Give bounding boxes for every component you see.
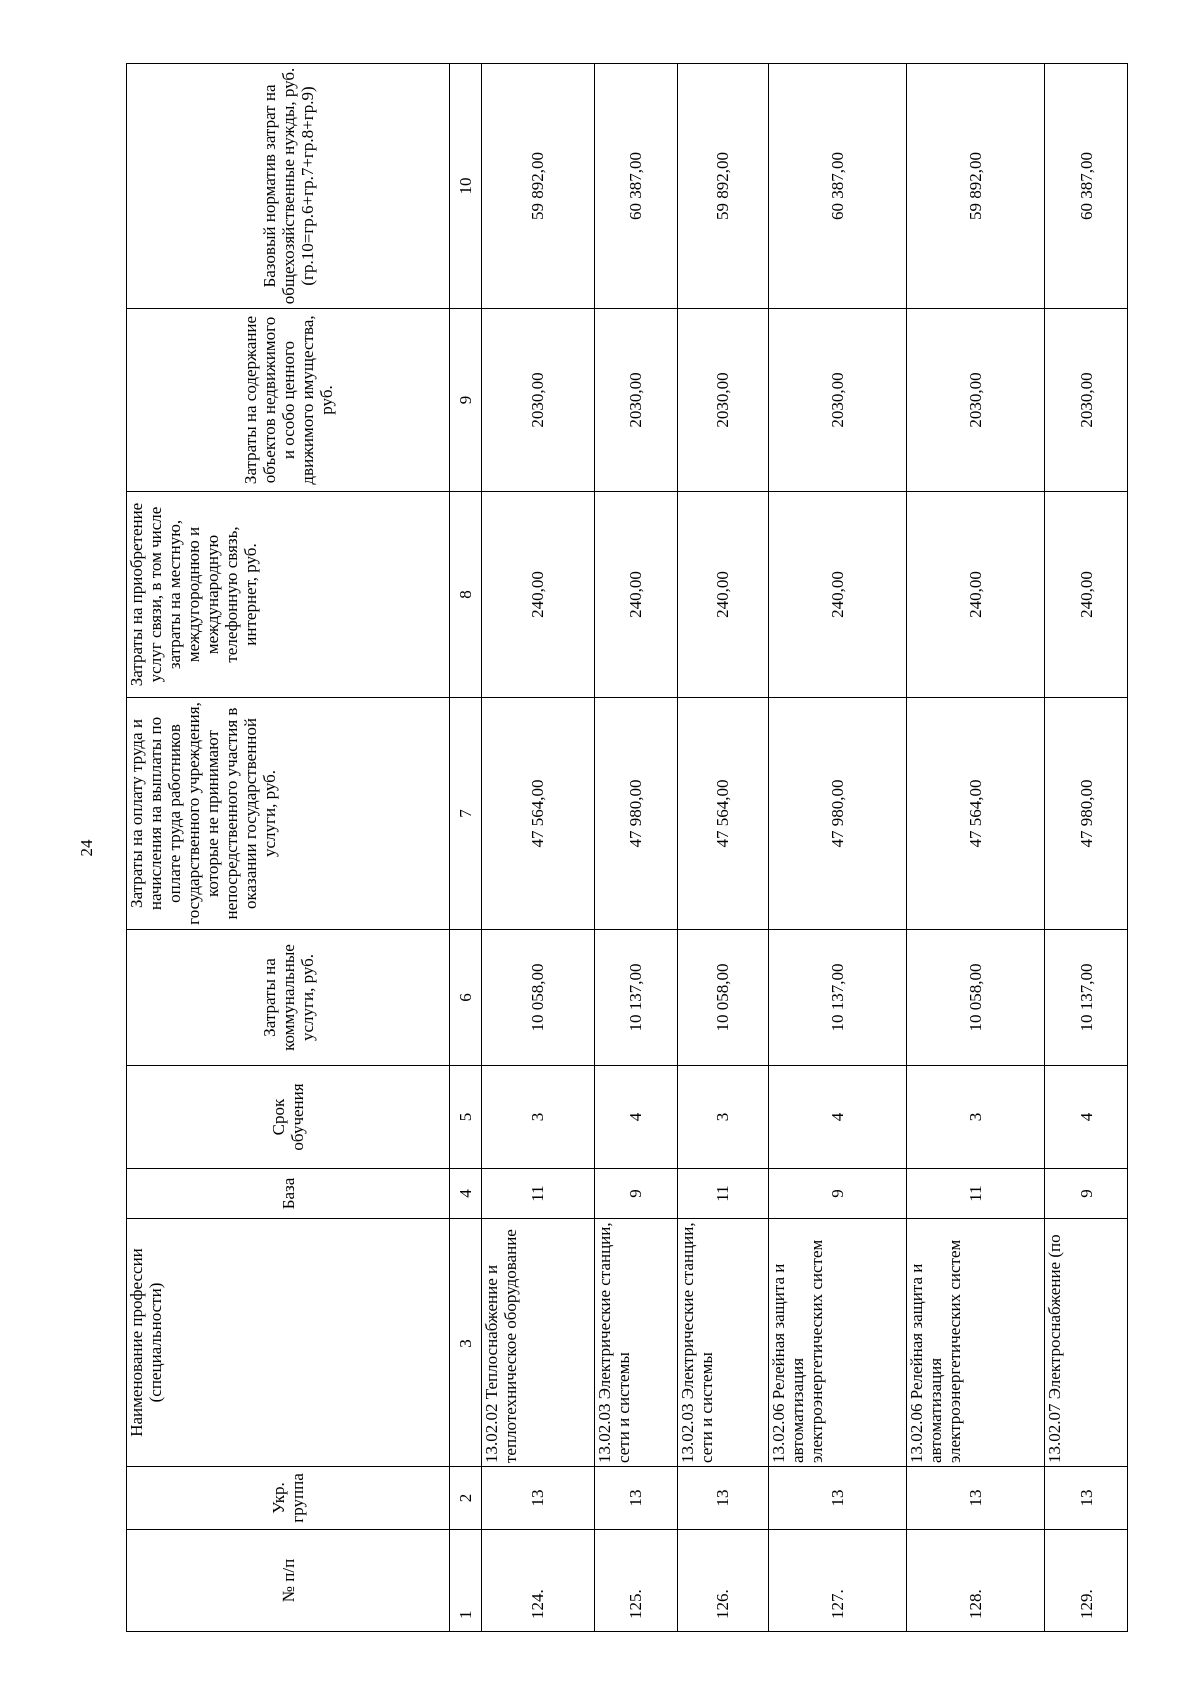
profession-name: 13.02.06 Релейная защита и автоматизация электроэнергетических систем (768, 1219, 906, 1467)
header-cell: База (127, 1169, 450, 1219)
table-row (594, 64, 677, 1632)
study-period: 4 (768, 1066, 906, 1169)
utilities-cost: 10 137,00 (768, 930, 906, 1066)
header-cell: Укр. группа (127, 1467, 450, 1530)
property-maintenance-cost: 2030,00 (594, 309, 677, 492)
column-number: 1 (450, 1530, 482, 1632)
table-row (677, 64, 768, 1632)
base: 11 (482, 1169, 595, 1219)
base: 9 (768, 1169, 906, 1219)
page-number: 24 (77, 839, 96, 857)
labor-cost: 47 980,00 (1045, 698, 1128, 930)
row-number: 129. (1045, 1530, 1128, 1632)
enlarged-group: 13 (906, 1467, 1044, 1530)
row-number: 124. (482, 1530, 595, 1632)
enlarged-group: 13 (768, 1467, 906, 1530)
profession-name: 13.02.03 Электрические станции, сети и системы (594, 1219, 677, 1467)
property-maintenance-cost: 2030,00 (1045, 309, 1128, 492)
study-period: 3 (482, 1066, 595, 1169)
base-norm-total: 60 387,00 (768, 64, 906, 309)
header-cell: Срок обучения (127, 1066, 450, 1169)
header-cell: Затраты на оплату труда и начисления на выплаты по оплате труда работников государственного учреждения, которые не принимают непосредственного участия в оказании государственной услуги, руб. (127, 698, 450, 930)
communication-cost: 240,00 (1045, 492, 1128, 698)
base-norm-total: 60 387,00 (1045, 64, 1128, 309)
utilities-cost: 10 058,00 (677, 930, 768, 1066)
header-cell: Базовый норматив затрат на общехозяйственные нужды, руб. (гр.10=гр.6+гр.7+гр.8+гр.9) (127, 64, 450, 309)
base-norm-total: 59 892,00 (906, 64, 1044, 309)
base: 9 (594, 1169, 677, 1219)
property-maintenance-cost: 2030,00 (906, 309, 1044, 492)
table-header-row (127, 64, 450, 1632)
profession-name: 13.02.02 Теплоснабжение и теплотехническое оборудование (482, 1219, 595, 1467)
property-maintenance-cost: 2030,00 (677, 309, 768, 492)
column-number-row (450, 64, 482, 1632)
table-row (1045, 64, 1128, 1632)
column-number: 8 (450, 492, 482, 698)
profession-name: 13.02.03 Электрические станции, сети и системы (677, 1219, 768, 1467)
row-number: 125. (594, 1530, 677, 1632)
utilities-cost: 10 137,00 (594, 930, 677, 1066)
study-period: 4 (594, 1066, 677, 1169)
base: 11 (906, 1169, 1044, 1219)
base: 9 (1045, 1169, 1128, 1219)
base-norm-total: 59 892,00 (482, 64, 595, 309)
header-cell: № п/п (127, 1530, 450, 1632)
table-row (482, 64, 595, 1632)
labor-cost: 47 564,00 (482, 698, 595, 930)
labor-cost: 47 564,00 (677, 698, 768, 930)
header-cell: Затраты на приобретение услуг связи, в том числе затраты на местную, междугороднюю и международную телефонную связь, интернет, руб. (127, 492, 450, 698)
column-number: 4 (450, 1169, 482, 1219)
column-number: 6 (450, 930, 482, 1066)
cost-norms-table (126, 63, 1128, 1632)
communication-cost: 240,00 (906, 492, 1044, 698)
column-number: 5 (450, 1066, 482, 1169)
rotated-table-container (126, 64, 1128, 1632)
column-number: 7 (450, 698, 482, 930)
utilities-cost: 10 137,00 (1045, 930, 1128, 1066)
base: 11 (677, 1169, 768, 1219)
column-number: 2 (450, 1467, 482, 1530)
profession-name: 13.02.06 Релейная защита и автоматизация электроэнергетических систем (906, 1219, 1044, 1467)
utilities-cost: 10 058,00 (482, 930, 595, 1066)
communication-cost: 240,00 (677, 492, 768, 698)
enlarged-group: 13 (594, 1467, 677, 1530)
enlarged-group: 13 (482, 1467, 595, 1530)
column-number: 3 (450, 1219, 482, 1467)
labor-cost: 47 564,00 (906, 698, 1044, 930)
communication-cost: 240,00 (594, 492, 677, 698)
utilities-cost: 10 058,00 (906, 930, 1044, 1066)
row-number: 128. (906, 1530, 1044, 1632)
communication-cost: 240,00 (768, 492, 906, 698)
communication-cost: 240,00 (482, 492, 595, 698)
base-norm-total: 59 892,00 (677, 64, 768, 309)
table-row (906, 64, 1044, 1632)
profession-name: 13.02.07 Электроснабжение (по (1045, 1219, 1128, 1467)
study-period: 3 (677, 1066, 768, 1169)
row-number: 126. (677, 1530, 768, 1632)
header-cell: Наименование профессии (специальности) (127, 1219, 450, 1467)
base-norm-total: 60 387,00 (594, 64, 677, 309)
labor-cost: 47 980,00 (594, 698, 677, 930)
study-period: 3 (906, 1066, 1044, 1169)
study-period: 4 (1045, 1066, 1128, 1169)
column-number: 9 (450, 309, 482, 492)
column-number: 10 (450, 64, 482, 309)
table-row (768, 64, 906, 1632)
header-cell: Затраты на коммунальные услуги, руб. (127, 930, 450, 1066)
property-maintenance-cost: 2030,00 (482, 309, 595, 492)
enlarged-group: 13 (1045, 1467, 1128, 1530)
enlarged-group: 13 (677, 1467, 768, 1530)
property-maintenance-cost: 2030,00 (768, 309, 906, 492)
labor-cost: 47 980,00 (768, 698, 906, 930)
row-number: 127. (768, 1530, 906, 1632)
header-cell: Затраты на содержание объектов недвижимого и особо ценного движимого имущества, руб. (127, 309, 450, 492)
